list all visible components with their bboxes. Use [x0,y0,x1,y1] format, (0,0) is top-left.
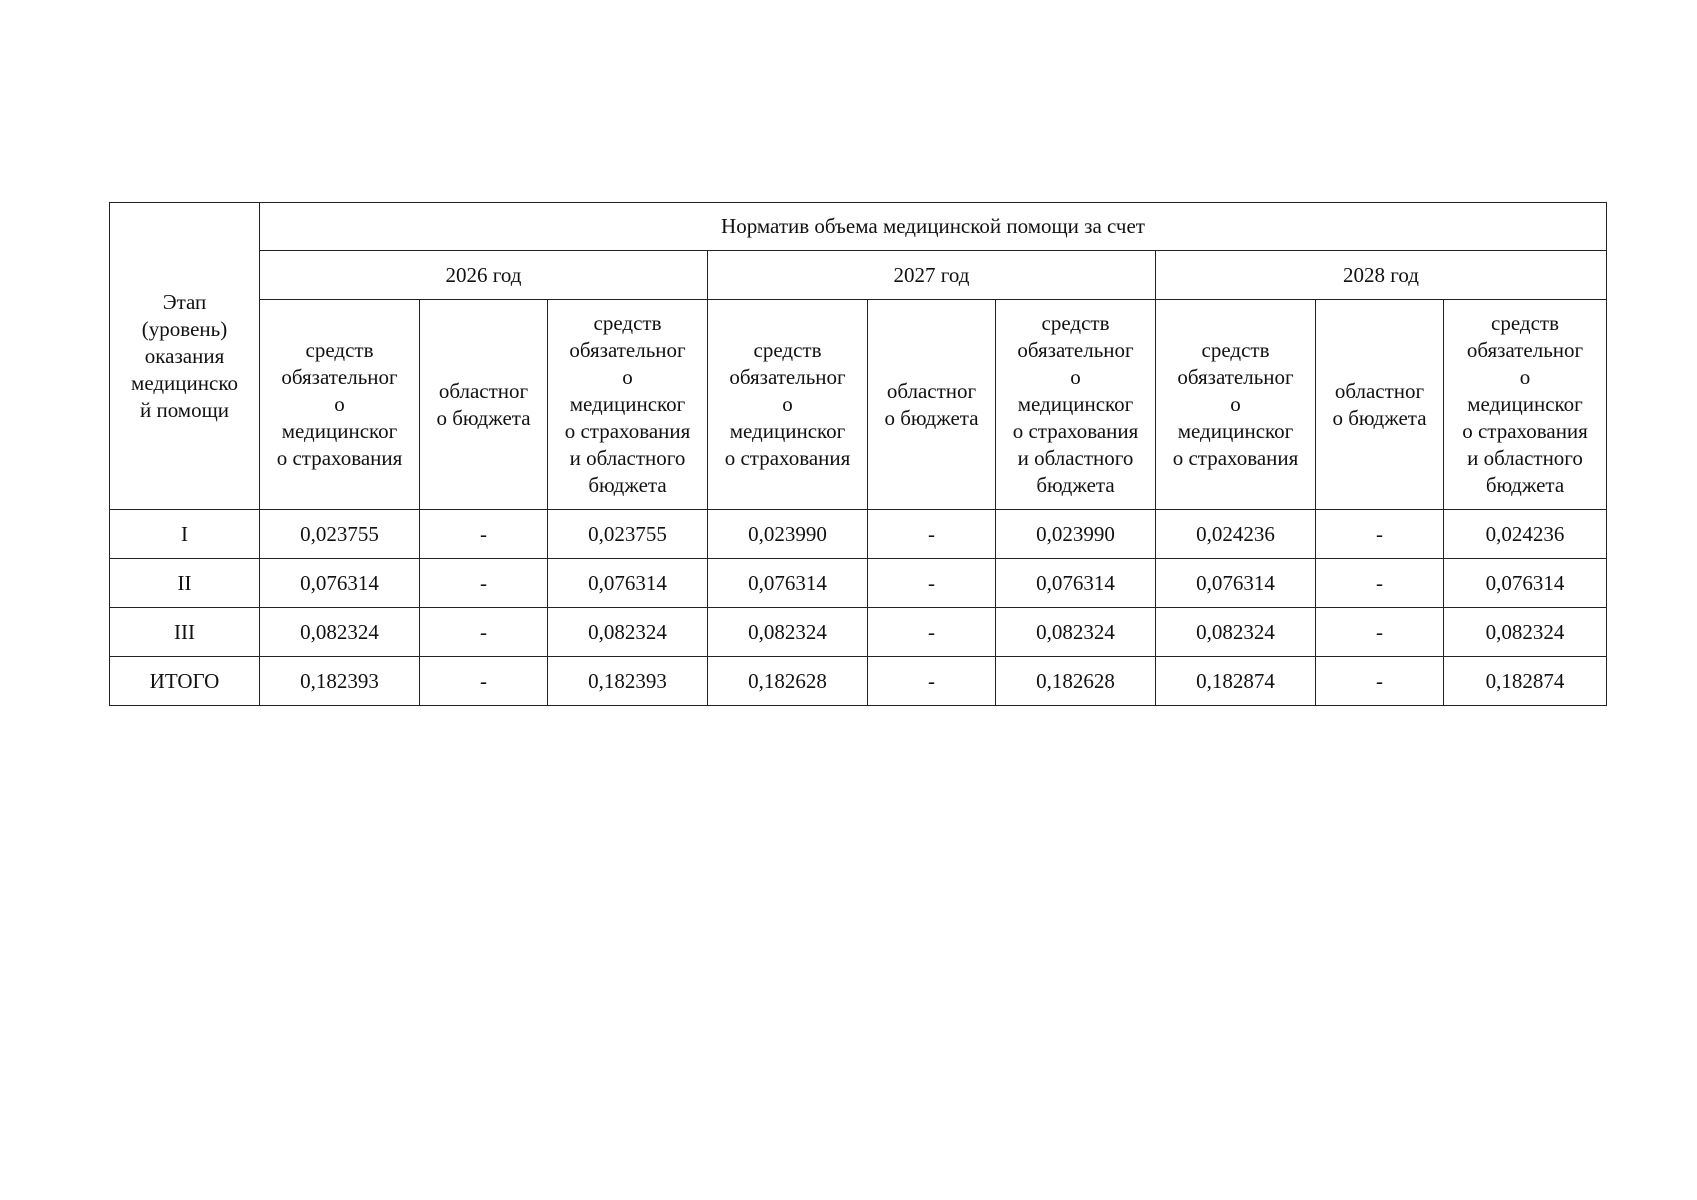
sub-header-regional-budget: областног о бюджета [868,300,996,510]
value-cell: - [1316,608,1444,657]
table-row [110,608,1607,657]
value-cell: 0,076314 [708,559,868,608]
stage-cell: III [110,608,260,657]
group-header: Норматив объема медицинской помощи за счет [260,203,1607,251]
table-row [110,559,1607,608]
year-header-2027: 2027 год [708,251,1156,300]
value-cell: - [868,608,996,657]
value-cell: 0,023755 [260,510,420,559]
sub-header-regional-budget: областног о бюджета [420,300,548,510]
value-cell: 0,076314 [1156,559,1316,608]
value-cell: 0,076314 [996,559,1156,608]
sub-header-oms-and-budget: средств обязательног о медицинског о страхования и областного бюджета [996,300,1156,510]
value-cell: 0,076314 [548,559,708,608]
value-cell: - [1316,559,1444,608]
table-row [110,510,1607,559]
value-cell: - [868,559,996,608]
value-cell: - [1316,510,1444,559]
norm-volume-table [109,202,1607,706]
value-cell: 0,082324 [1156,608,1316,657]
value-cell: 0,182628 [996,657,1156,706]
sub-header-oms: средств обязательног о медицинског о страхования [708,300,868,510]
sub-header-oms: средств обязательног о медицинског о страхования [260,300,420,510]
header-row-group [110,203,1607,251]
value-cell: - [420,608,548,657]
value-cell: - [420,559,548,608]
value-cell: 0,182393 [260,657,420,706]
value-cell: 0,082324 [548,608,708,657]
value-cell: 0,182874 [1444,657,1607,706]
header-row-years [110,251,1607,300]
stage-cell: II [110,559,260,608]
value-cell: 0,082324 [260,608,420,657]
sub-header-regional-budget: областног о бюджета [1316,300,1444,510]
value-cell: 0,182393 [548,657,708,706]
value-cell: 0,024236 [1444,510,1607,559]
total-label-cell: ИТОГО [110,657,260,706]
value-cell: 0,076314 [1444,559,1607,608]
value-cell: 0,082324 [708,608,868,657]
year-header-2028: 2028 год [1156,251,1607,300]
value-cell: - [420,657,548,706]
value-cell: - [868,657,996,706]
value-cell: 0,082324 [996,608,1156,657]
value-cell: - [868,510,996,559]
value-cell: 0,023990 [996,510,1156,559]
year-header-2026: 2026 год [260,251,708,300]
value-cell: 0,024236 [1156,510,1316,559]
sub-header-oms-and-budget: средств обязательног о медицинског о страхования и областного бюджета [1444,300,1607,510]
value-cell: 0,076314 [260,559,420,608]
sub-header-oms-and-budget: средств обязательног о медицинског о страхования и областного бюджета [548,300,708,510]
stage-column-header: Этап (уровень) оказания медицинско й помощи [110,203,260,510]
value-cell: 0,182628 [708,657,868,706]
value-cell: 0,082324 [1444,608,1607,657]
sub-header-oms: средств обязательног о медицинског о страхования [1156,300,1316,510]
value-cell: 0,023755 [548,510,708,559]
value-cell: 0,182874 [1156,657,1316,706]
value-cell: - [420,510,548,559]
stage-cell: I [110,510,260,559]
table-row-total [110,657,1607,706]
value-cell: - [1316,657,1444,706]
header-row-sources [110,300,1607,510]
value-cell: 0,023990 [708,510,868,559]
